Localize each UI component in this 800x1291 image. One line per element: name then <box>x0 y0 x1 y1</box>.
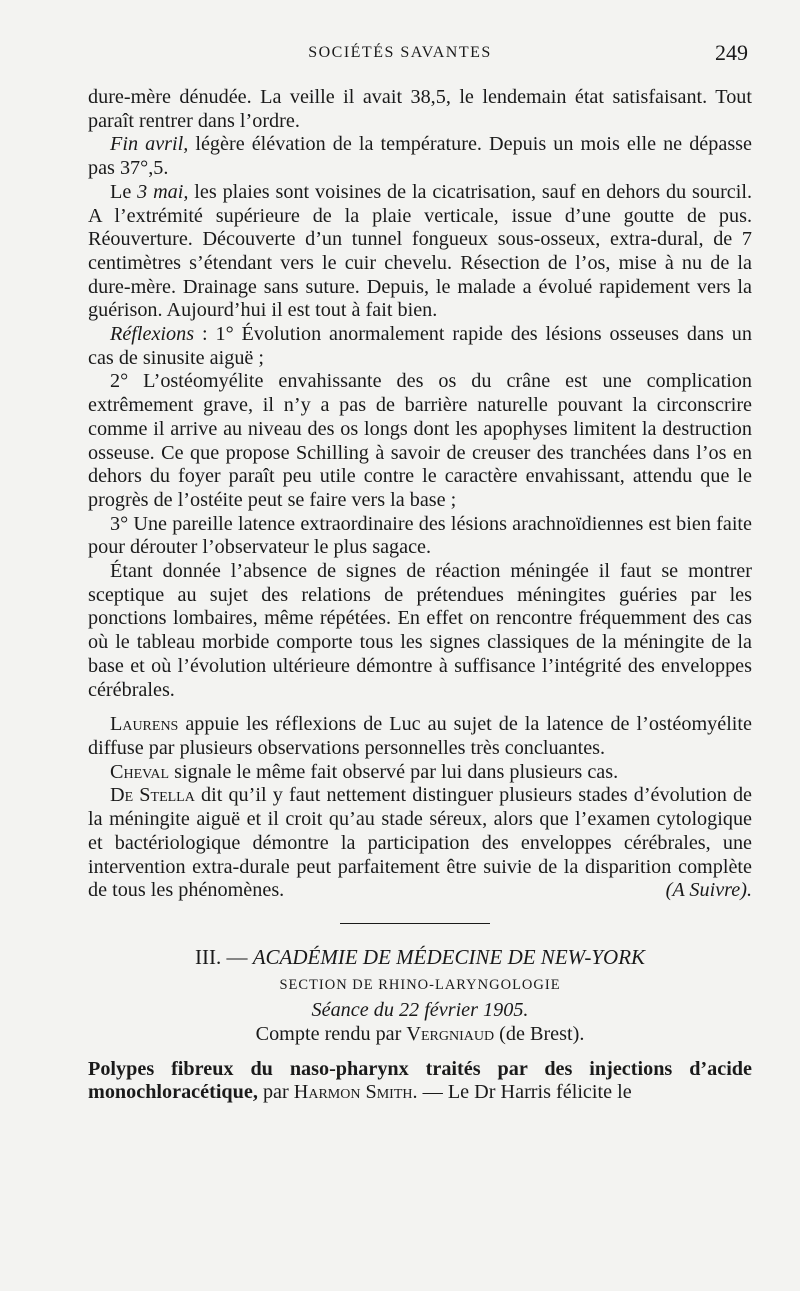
paragraph-text: Le <box>110 180 138 203</box>
compte-tail: (de Brest). <box>494 1023 585 1046</box>
section-divider <box>340 923 490 924</box>
seance-date: Séance du 22 février 1905. <box>311 999 529 1022</box>
section-number: III. <box>194 944 222 969</box>
paragraph <box>88 133 752 180</box>
paragraph <box>88 323 752 370</box>
paragraph <box>88 1058 752 1105</box>
paragraph: dure-mère dénudée. La veille il avait 38,5, le lendemain état satisfaisant. Tout paraît rentrer dans l’ordre. <box>88 86 752 132</box>
running-head <box>0 42 800 72</box>
paragraph-text: : 1° Évolution anormalement rapide des lésions osseuses dans un cas de sinusite aiguë ; <box>88 323 752 369</box>
section-subtitle: SECTION DE RHINO-LARYNGOLOGIE <box>279 976 561 993</box>
date-fin-avril: Fin avril, <box>110 133 189 156</box>
paragraph: 2° L’ostéomyélite envahissante des os du crâne est une complication extrêmement grave, il n’y a pas de barrière naturelle pouvant la circonscrire comme il arrive au niveau des os longs dont les apophyses limitent la destruction osseuse. Ce que propose Schilling à savoir de creuser des tranchées dans l’os en dehors du foyer paraît peu utile contre le caractère envahissant, attendu que le progrès de l’ostéite peut se faire vers la base ; <box>88 370 752 511</box>
page-number: 249 <box>715 40 748 65</box>
paragraph <box>88 784 752 903</box>
body-text <box>88 86 752 1105</box>
paragraph-text: légère élévation de la température. Depuis un mois elle ne dépasse pas 37°,5. <box>88 133 752 180</box>
section-dash: — <box>221 944 253 969</box>
author-name: De Stella <box>110 784 195 807</box>
author-name: Cheval <box>110 760 170 783</box>
paragraph-text: signale le même fait observé par lui dans plusieurs cas. <box>169 760 619 783</box>
running-title: SOCIÉTÉS SAVANTES <box>308 44 492 61</box>
a-suivre-text: (A Suivre). <box>665 879 752 902</box>
paragraph-text: les plaies sont voisines de la cicatrisation, sauf en dehors du sourcil. A l’extrémité supérieure de la plaie verticale, issue d’une goutte de pus. Réouverture. Découverte d’un tunnel fongueux sous-osseux, extra-dural, de 7 centimètres s’étendant vers le cuir chevelu. Résection de l’os, mise à nu de la dure-mère. Drainage sans suture. Depuis, le malade a évolué rapidement vers la guérison. Aujourd’hui il est tout à fait bien. <box>88 180 753 322</box>
date-3-mai: 3 mai, <box>137 180 189 203</box>
section-heading <box>88 946 752 970</box>
paragraph <box>88 761 752 785</box>
paragraph <box>88 181 752 323</box>
paragraph-text: par <box>257 1081 294 1104</box>
compte-rendu <box>88 1023 752 1047</box>
paragraph-text: dit qu’il y faut nettement distinguer plusieurs stades d’évolution de la méningite aiguë et il croit qu’au stade séreux, alors que l’examen cytologique et bactériologique démontre la participation des enveloppes cérébrales, une intervention extra-durale peut parfaitement être suivie de la disparition complète de tous les phénomènes. <box>88 784 753 902</box>
paragraph: 3° Une pareille latence extraordinaire des lésions arachnoïdiennes est bien faite pour dérouter l’observateur le plus sagace. <box>88 512 752 559</box>
paragraph <box>88 713 752 760</box>
article-title: Polypes fibreux du naso-pharynx traités par des injections d’acide monochloracétique, <box>88 1057 752 1104</box>
paragraph-text: . — Le Dr Harris félicite le <box>412 1081 632 1104</box>
author-name: Laurens <box>110 713 179 736</box>
section-title: ACADÉMIE DE MÉDECINE DE NEW-YORK <box>252 944 646 969</box>
author-name: Harmon Smith <box>293 1081 413 1104</box>
paragraph-text: appuie les réflexions de Luc au sujet de la latence de l’ostéomyélite diffuse par plusieurs observations personnelles très concluantes. <box>88 713 752 759</box>
a-suivre <box>644 879 752 903</box>
author-name: Vergniaud <box>406 1023 495 1046</box>
paragraph: Étant donnée l’absence de signes de réaction méningée il faut se montrer sceptique au sujet des relations de prétendues méningites guéries par les ponctions lombaires, même répétées. En effet on rencontre fréquemment des cas où le tableau morbide comporte tous les signes classiques de la méningite de la base et où l’évolution ultérieure démontre à suffisance l’intégrité des enveloppes cérébrales. <box>88 560 752 701</box>
compte-lead: Compte rendu par <box>255 1023 407 1046</box>
reflexions-label: Réflexions <box>110 323 195 346</box>
